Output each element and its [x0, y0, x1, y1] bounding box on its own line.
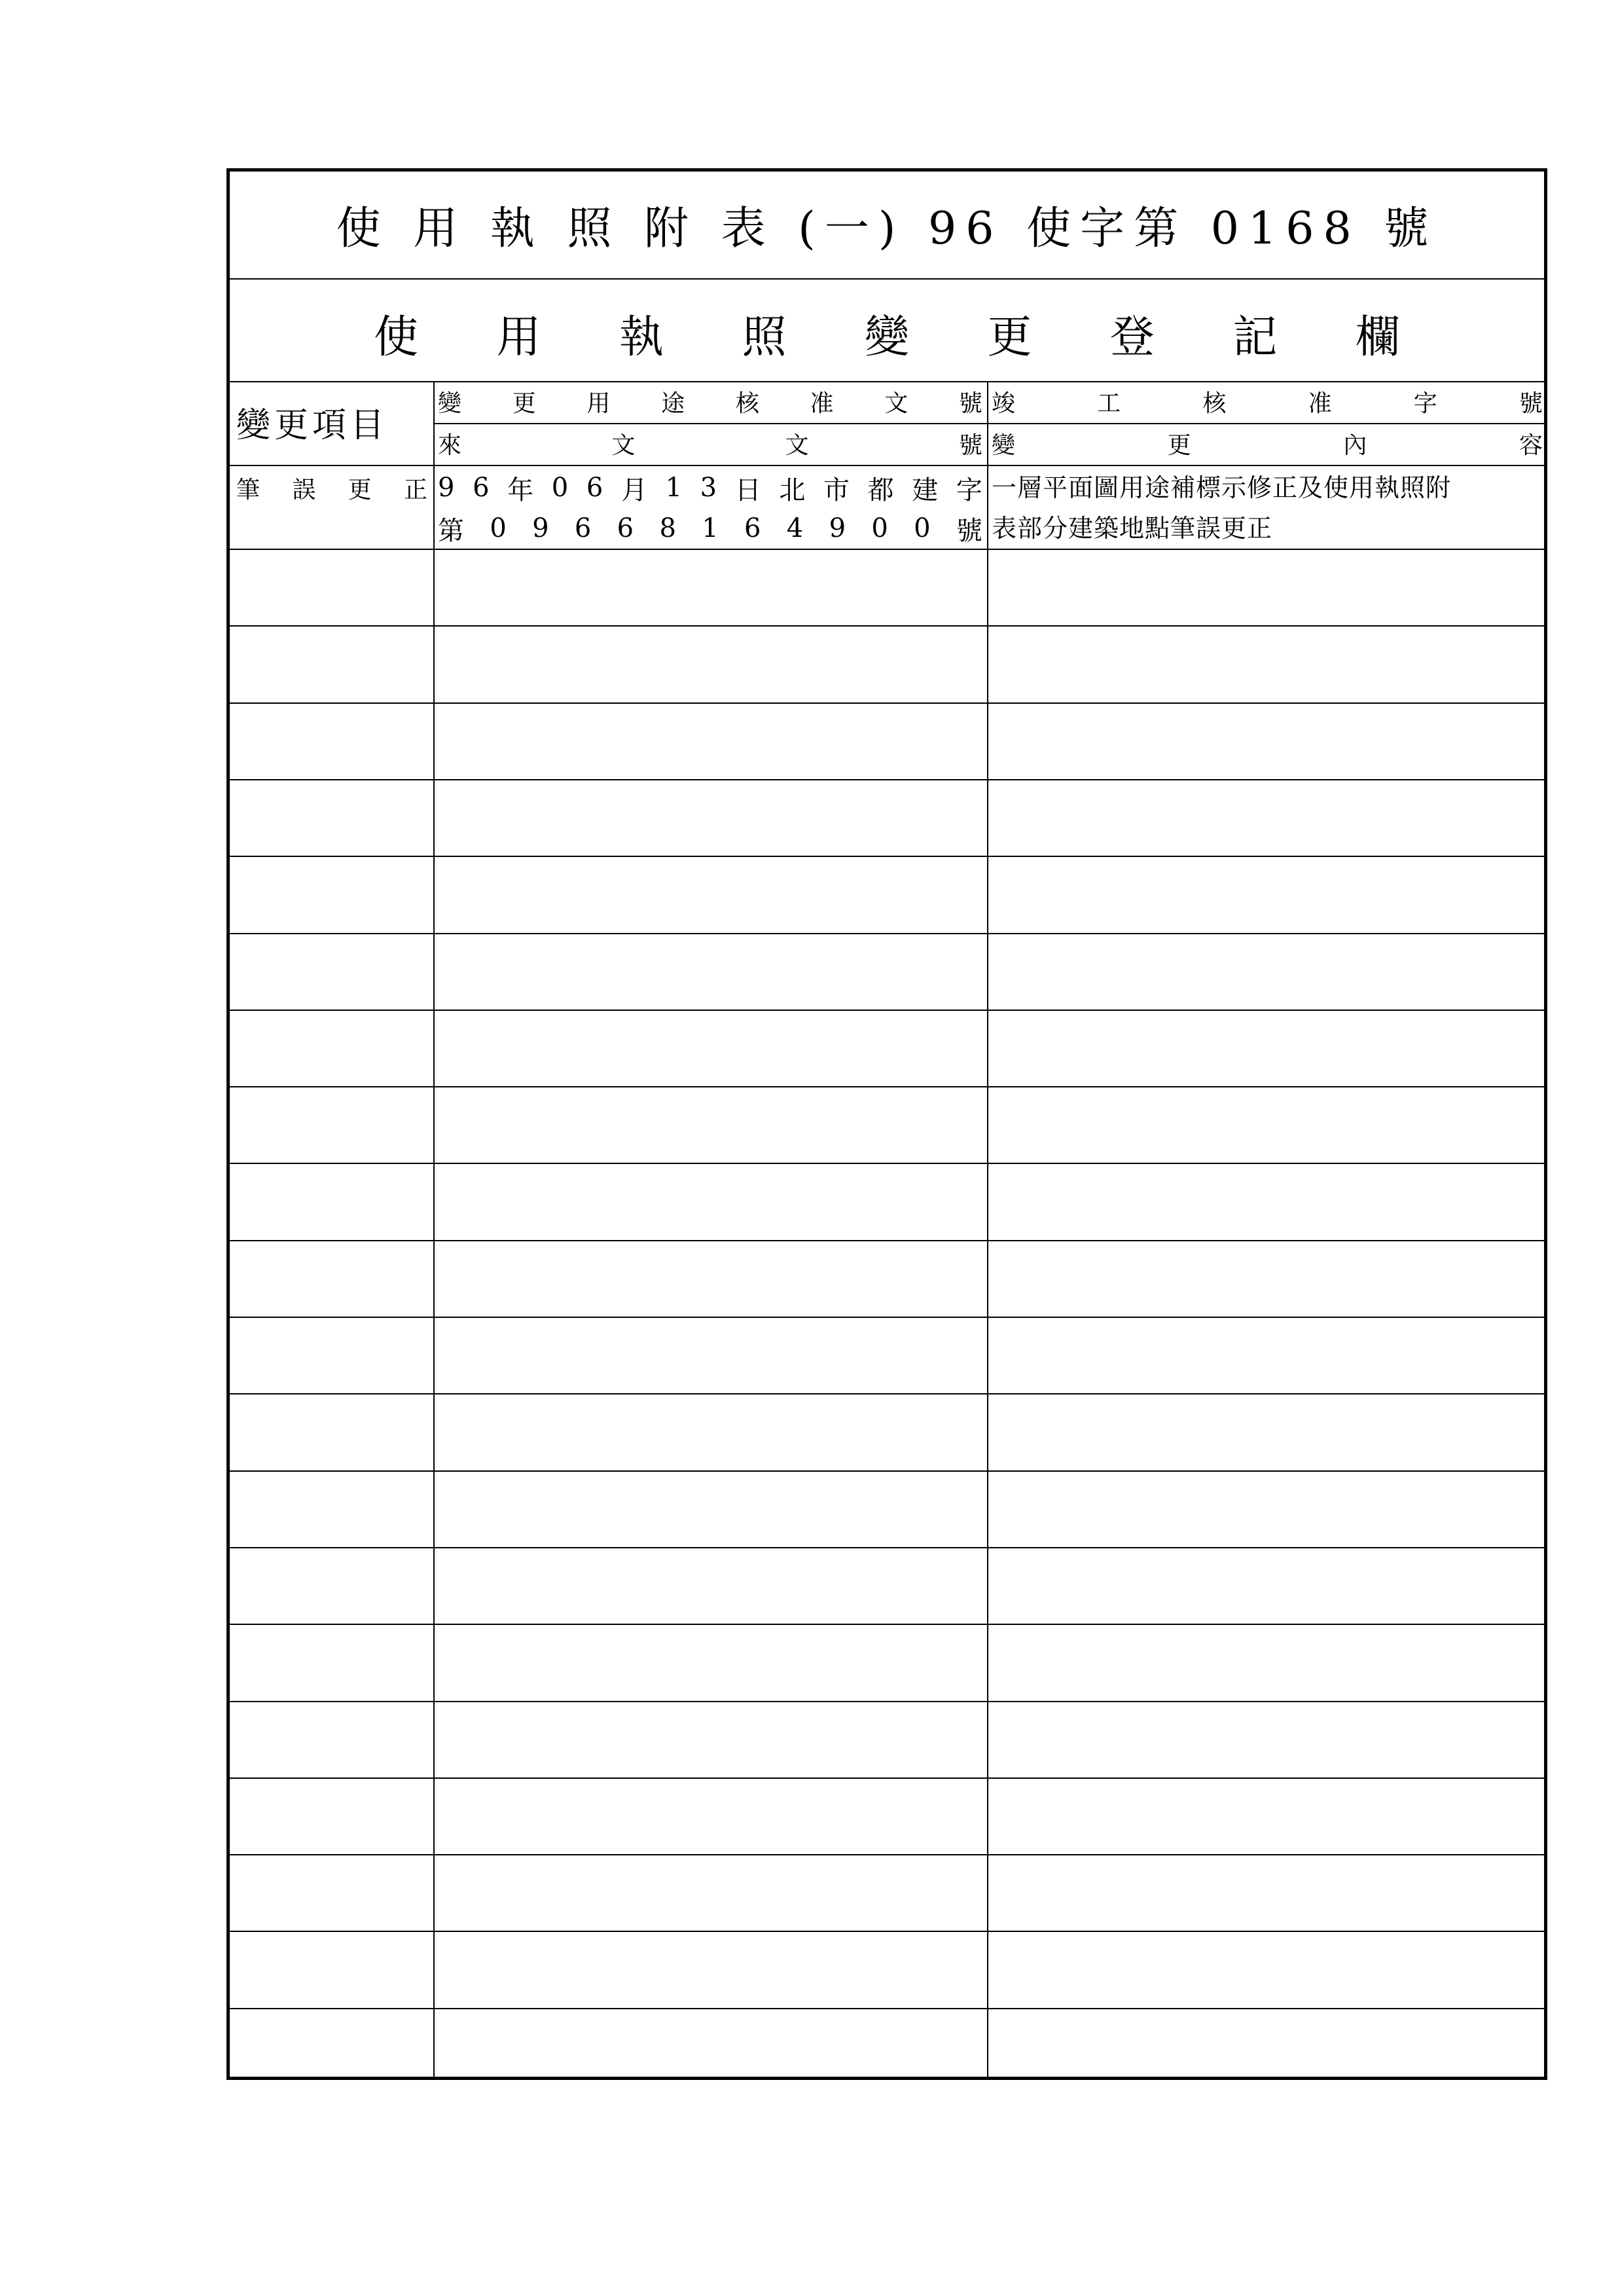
header-char: 內 — [1343, 431, 1367, 459]
header-char: 准 — [1308, 390, 1332, 417]
blank-row-divider — [230, 702, 1544, 704]
header-char: 號 — [958, 431, 982, 459]
blank-row-divider — [230, 1470, 1544, 1472]
entry-char: 6 — [574, 513, 592, 543]
entry-char: 6 — [586, 473, 603, 503]
entry-doc-no-line1 — [438, 471, 982, 504]
header-char: 更 — [512, 390, 536, 417]
blank-row-divider — [230, 1701, 1544, 1702]
section-title-char: 執 — [619, 311, 664, 363]
entry-char: 月 — [620, 475, 647, 505]
blank-row-divider — [230, 1931, 1544, 1932]
blank-row-divider — [230, 1393, 1544, 1394]
section-title-char: 使 — [374, 311, 419, 363]
header-char: 變 — [438, 390, 462, 417]
entry-char: 市 — [823, 475, 850, 505]
header-char: 變 — [992, 431, 1016, 459]
section-title-char: 欄 — [1355, 311, 1400, 363]
entry-char: 6 — [473, 473, 490, 503]
header-char: 核 — [1202, 390, 1227, 417]
change-approval-doc-no-header — [438, 385, 982, 418]
entry-char: 9 — [829, 513, 846, 543]
blank-row-divider — [230, 1317, 1544, 1318]
header-char: 工 — [1097, 390, 1121, 417]
entry-char: 號 — [956, 515, 982, 546]
entry-char: 年 — [507, 475, 534, 505]
section-title-char: 登 — [1109, 311, 1155, 363]
blank-row-divider — [230, 625, 1544, 627]
entry-char: 8 — [659, 513, 676, 543]
incoming-doc-no-header — [438, 427, 982, 460]
section-title-char: 更 — [987, 311, 1032, 363]
header-char: 文 — [785, 431, 809, 459]
header-char: 准 — [810, 390, 834, 417]
entry-char: 第 — [438, 515, 464, 546]
header-char: 來 — [438, 431, 462, 459]
blank-row-divider — [230, 1240, 1544, 1241]
blank-row-divider — [230, 1854, 1544, 1855]
header-char: 容 — [1519, 431, 1543, 459]
completion-approval-no-header — [992, 385, 1543, 418]
blank-row-divider — [230, 933, 1544, 934]
blank-row-divider — [230, 1010, 1544, 1011]
blank-row-divider — [230, 1624, 1544, 1625]
entry-char: 日 — [734, 475, 761, 505]
entry-char: 6 — [617, 513, 634, 543]
header-char: 用 — [586, 390, 611, 417]
blank-row-divider — [230, 1086, 1544, 1087]
entry-doc-no-line2 — [438, 512, 982, 545]
entry-char: 更 — [348, 476, 372, 503]
header-char: 字 — [1413, 390, 1437, 417]
entry-char: 都 — [867, 475, 894, 505]
entry-char: 正 — [403, 476, 427, 503]
blank-row-divider — [230, 779, 1544, 780]
usage-permit-change-form — [226, 168, 1547, 2080]
column-divider — [987, 381, 988, 2077]
header-char: 號 — [1519, 390, 1543, 417]
section-title-char: 變 — [864, 311, 909, 363]
blank-row-divider — [230, 1547, 1544, 1548]
entry-char: 筆 — [236, 476, 261, 503]
entry-char: 建 — [912, 475, 939, 505]
entry-char: 0 — [871, 513, 888, 543]
blank-row-divider — [230, 1163, 1544, 1164]
entry-char: 6 — [744, 513, 761, 543]
change-item-header: 變更項目 — [236, 406, 389, 445]
divider — [230, 549, 1544, 550]
section-title-char: 用 — [496, 311, 541, 363]
divider — [230, 278, 1544, 280]
header-char: 途 — [661, 390, 685, 417]
entry-char: 9 — [438, 473, 455, 503]
header-char: 文 — [611, 431, 636, 459]
section-title — [374, 295, 1400, 372]
section-title-char: 記 — [1232, 311, 1278, 363]
column-divider — [433, 381, 435, 2077]
blank-row-divider — [230, 856, 1544, 857]
entry-char: 1 — [702, 513, 719, 543]
entry-char: 字 — [956, 475, 982, 505]
entry-char: 4 — [786, 513, 804, 543]
header-char: 號 — [958, 390, 982, 417]
entry-char: 3 — [700, 473, 717, 503]
entry-char: 0 — [551, 473, 569, 503]
entry-char: 1 — [665, 473, 683, 503]
entry-content-line1: 一層平面圖用途補標示修正及使用執照附 — [992, 473, 1452, 502]
header-char: 核 — [735, 390, 759, 417]
divider — [230, 465, 1544, 466]
form-title: 使 用 執 照 附 表 (一) 96 使字第 0168 號 — [336, 203, 1438, 255]
blank-row-divider — [230, 2008, 1544, 2009]
entry-char: 誤 — [292, 476, 316, 503]
entry-char: 0 — [914, 513, 931, 543]
section-title-char: 照 — [742, 311, 787, 363]
header-char: 文 — [884, 390, 908, 417]
header-char: 更 — [1167, 431, 1191, 459]
divider — [433, 423, 1544, 424]
entry-char: 9 — [532, 513, 549, 543]
divider — [230, 381, 1544, 382]
blank-row-divider — [230, 1777, 1544, 1779]
entry-change-item — [236, 473, 427, 503]
header-char: 竣 — [992, 390, 1016, 417]
entry-char: 0 — [490, 513, 507, 543]
entry-content-line2: 表部分建築地點筆誤更正 — [992, 514, 1273, 543]
entry-char: 北 — [779, 475, 806, 505]
change-content-header — [992, 427, 1543, 460]
